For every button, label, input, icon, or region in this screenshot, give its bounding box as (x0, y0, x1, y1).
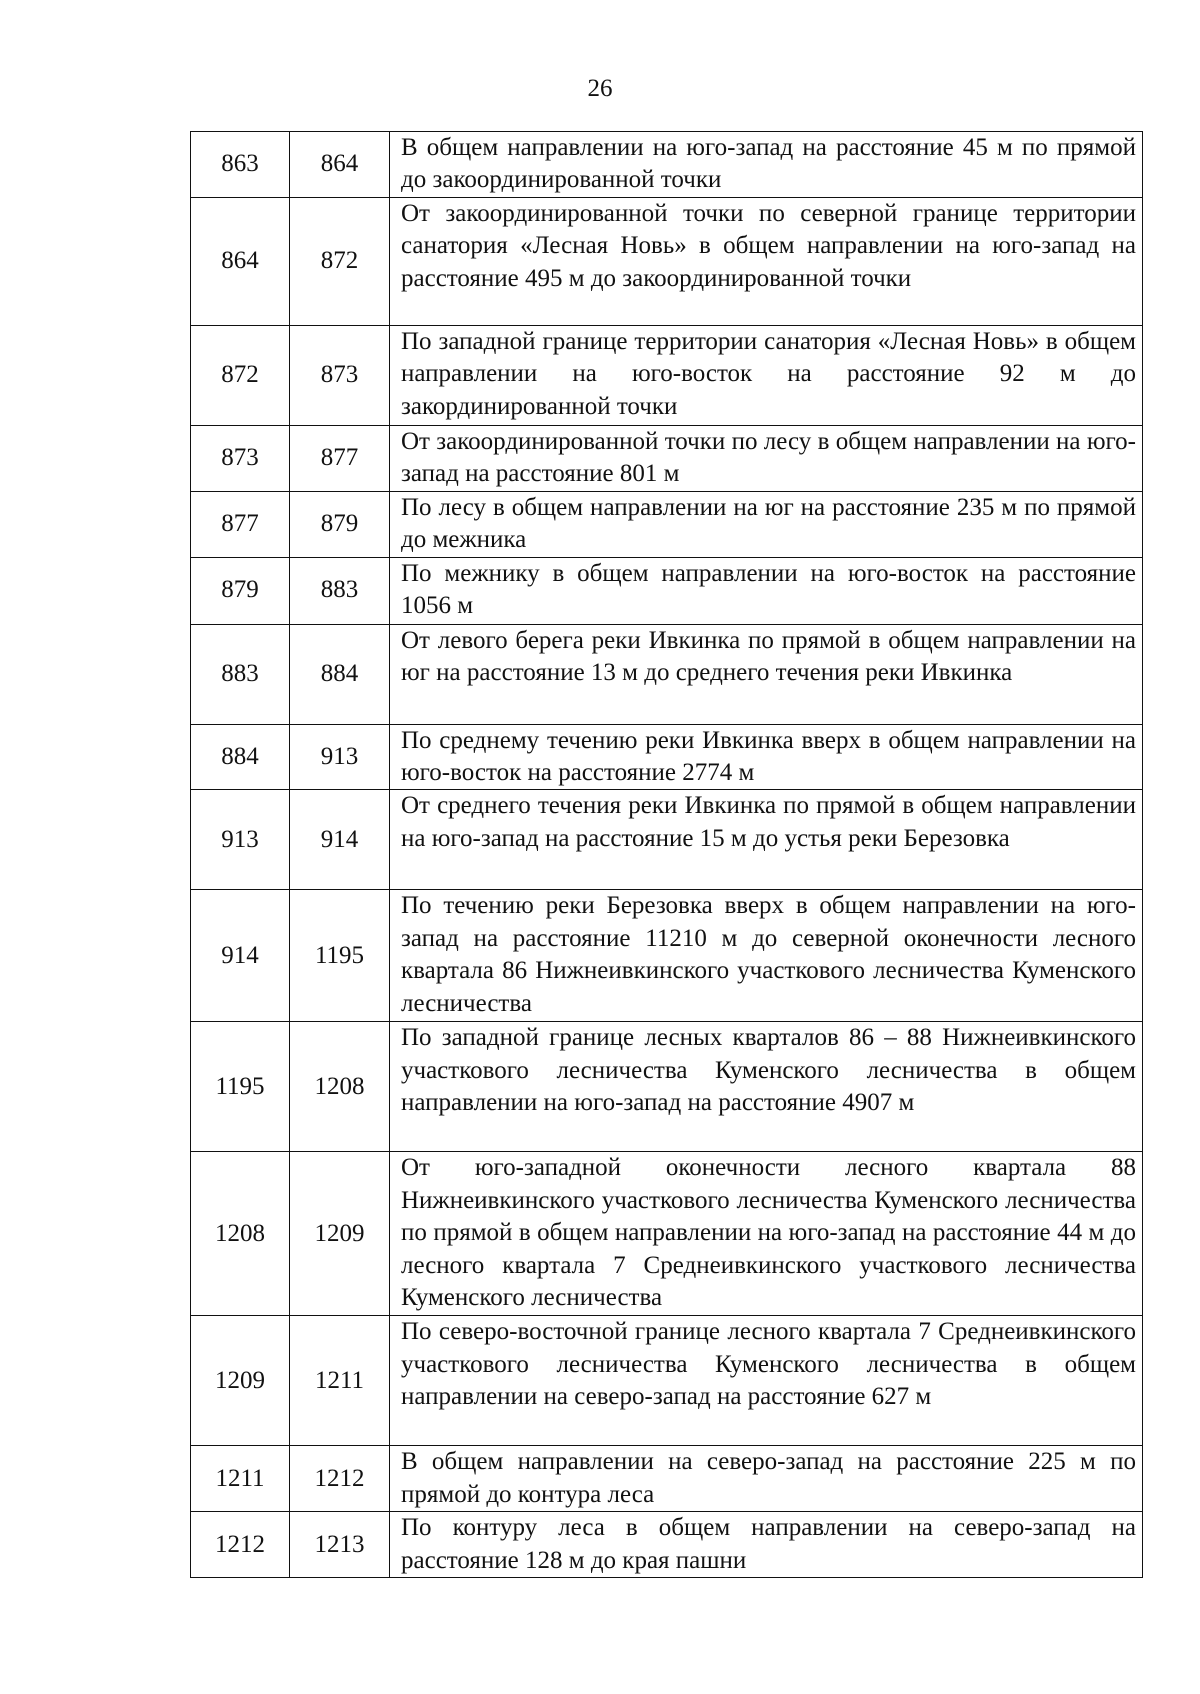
description-cell: По северо-восточной границе лесного квартала 7 Среднеивкинского участкового лесничества Куменского лесничества в общем направлении на северо-запад на расстояние 627 м (390, 1316, 1143, 1446)
table-row (191, 132, 1143, 198)
table-row (191, 197, 1143, 325)
from-point-cell: 1209 (191, 1316, 290, 1446)
description-cell: По западной границе лесных кварталов 86 – 88 Нижнеивкинского участкового лесничества Куменского лесничества в общем направлении на юго-запад на расстояние 4907 м (390, 1022, 1143, 1152)
to-point-cell: 884 (290, 624, 390, 724)
from-point-cell: 883 (191, 624, 290, 724)
from-point-cell: 1212 (191, 1512, 290, 1578)
description-cell: От среднего течения реки Ивкинка по прямой в общем направлении на юго-запад на расстояние 15 м до устья реки Березовка (390, 790, 1143, 890)
to-point-cell: 877 (290, 425, 390, 491)
description-cell: В общем направлении на северо-запад на расстояние 225 м по прямой до контура леса (390, 1446, 1143, 1512)
from-point-cell: 1211 (191, 1446, 290, 1512)
description-cell: По межнику в общем направлении на юго-восток на расстояние 1056 м (390, 557, 1143, 624)
from-point-cell: 872 (191, 325, 290, 425)
from-point-cell: 879 (191, 557, 290, 624)
description-cell: От закоординированной точки по лесу в общем направлении на юго-запад на расстояние 801 м (390, 425, 1143, 491)
table-row (191, 1512, 1143, 1578)
to-point-cell: 1212 (290, 1446, 390, 1512)
table-row (191, 1316, 1143, 1446)
to-point-cell: 864 (290, 132, 390, 198)
page-number: 26 (587, 75, 613, 102)
from-point-cell: 863 (191, 132, 290, 198)
to-point-cell: 883 (290, 557, 390, 624)
table-row (191, 790, 1143, 890)
table-row (191, 1022, 1143, 1152)
from-point-cell: 873 (191, 425, 290, 491)
from-point-cell: 884 (191, 724, 290, 790)
description-cell: По контуру леса в общем направлении на северо-запад на расстояние 128 м до края пашни (390, 1512, 1143, 1578)
table-row (191, 724, 1143, 790)
from-point-cell: 1195 (191, 1022, 290, 1152)
description-cell: По западной границе территории санатория «Лесная Новь» в общем направлении на юго-восток на расстояние 92 м до закординированной точки (390, 325, 1143, 425)
to-point-cell: 913 (290, 724, 390, 790)
to-point-cell: 873 (290, 325, 390, 425)
from-point-cell: 877 (191, 491, 290, 557)
from-point-cell: 864 (191, 197, 290, 325)
to-point-cell: 1209 (290, 1152, 390, 1316)
table-row (191, 491, 1143, 557)
to-point-cell: 1195 (290, 890, 390, 1022)
description-cell: От юго-западной оконечности лесного квартала 88 Нижнеивкинского участкового лесничества Куменского лесничества по прямой в общем направлении на юго-запад на расстояние 44 м до лесного квартала 7 Среднеивкинского участкового лесничества Куменского лесничества (390, 1152, 1143, 1316)
description-cell: От закоординированной точки по северной границе территории санатория «Лесная Новь» в общем направлении на юго-запад на расстояние 495 м до закоординированной точки (390, 197, 1143, 325)
description-cell: По среднему течению реки Ивкинка вверх в общем направлении на юго-восток на расстояние 2774 м (390, 724, 1143, 790)
table-body (191, 132, 1143, 1578)
table-row (191, 325, 1143, 425)
table-row (191, 425, 1143, 491)
from-point-cell: 914 (191, 890, 290, 1022)
table-row (191, 890, 1143, 1022)
table-row (191, 1446, 1143, 1512)
to-point-cell: 879 (290, 491, 390, 557)
description-cell: По течению реки Березовка вверх в общем направлении на юго-запад на расстояние 11210 м до северной оконечности лесного квартала 86 Нижнеивкинского участкового лесничества Куменского лесничества (390, 890, 1143, 1022)
to-point-cell: 1213 (290, 1512, 390, 1578)
to-point-cell: 914 (290, 790, 390, 890)
from-point-cell: 1208 (191, 1152, 290, 1316)
table-row (191, 1152, 1143, 1316)
table-row (191, 624, 1143, 724)
to-point-cell: 1211 (290, 1316, 390, 1446)
boundary-description-table (190, 131, 1143, 1578)
table-row (191, 557, 1143, 624)
description-cell: По лесу в общем направлении на юг на расстояние 235 м по прямой до межника (390, 491, 1143, 557)
to-point-cell: 1208 (290, 1022, 390, 1152)
from-point-cell: 913 (191, 790, 290, 890)
to-point-cell: 872 (290, 197, 390, 325)
description-cell: От левого берега реки Ивкинка по прямой в общем направлении на юг на расстояние 13 м до среднего течения реки Ивкинка (390, 624, 1143, 724)
description-cell: В общем направлении на юго-запад на расстояние 45 м по прямой до закоординированной точки (390, 132, 1143, 198)
